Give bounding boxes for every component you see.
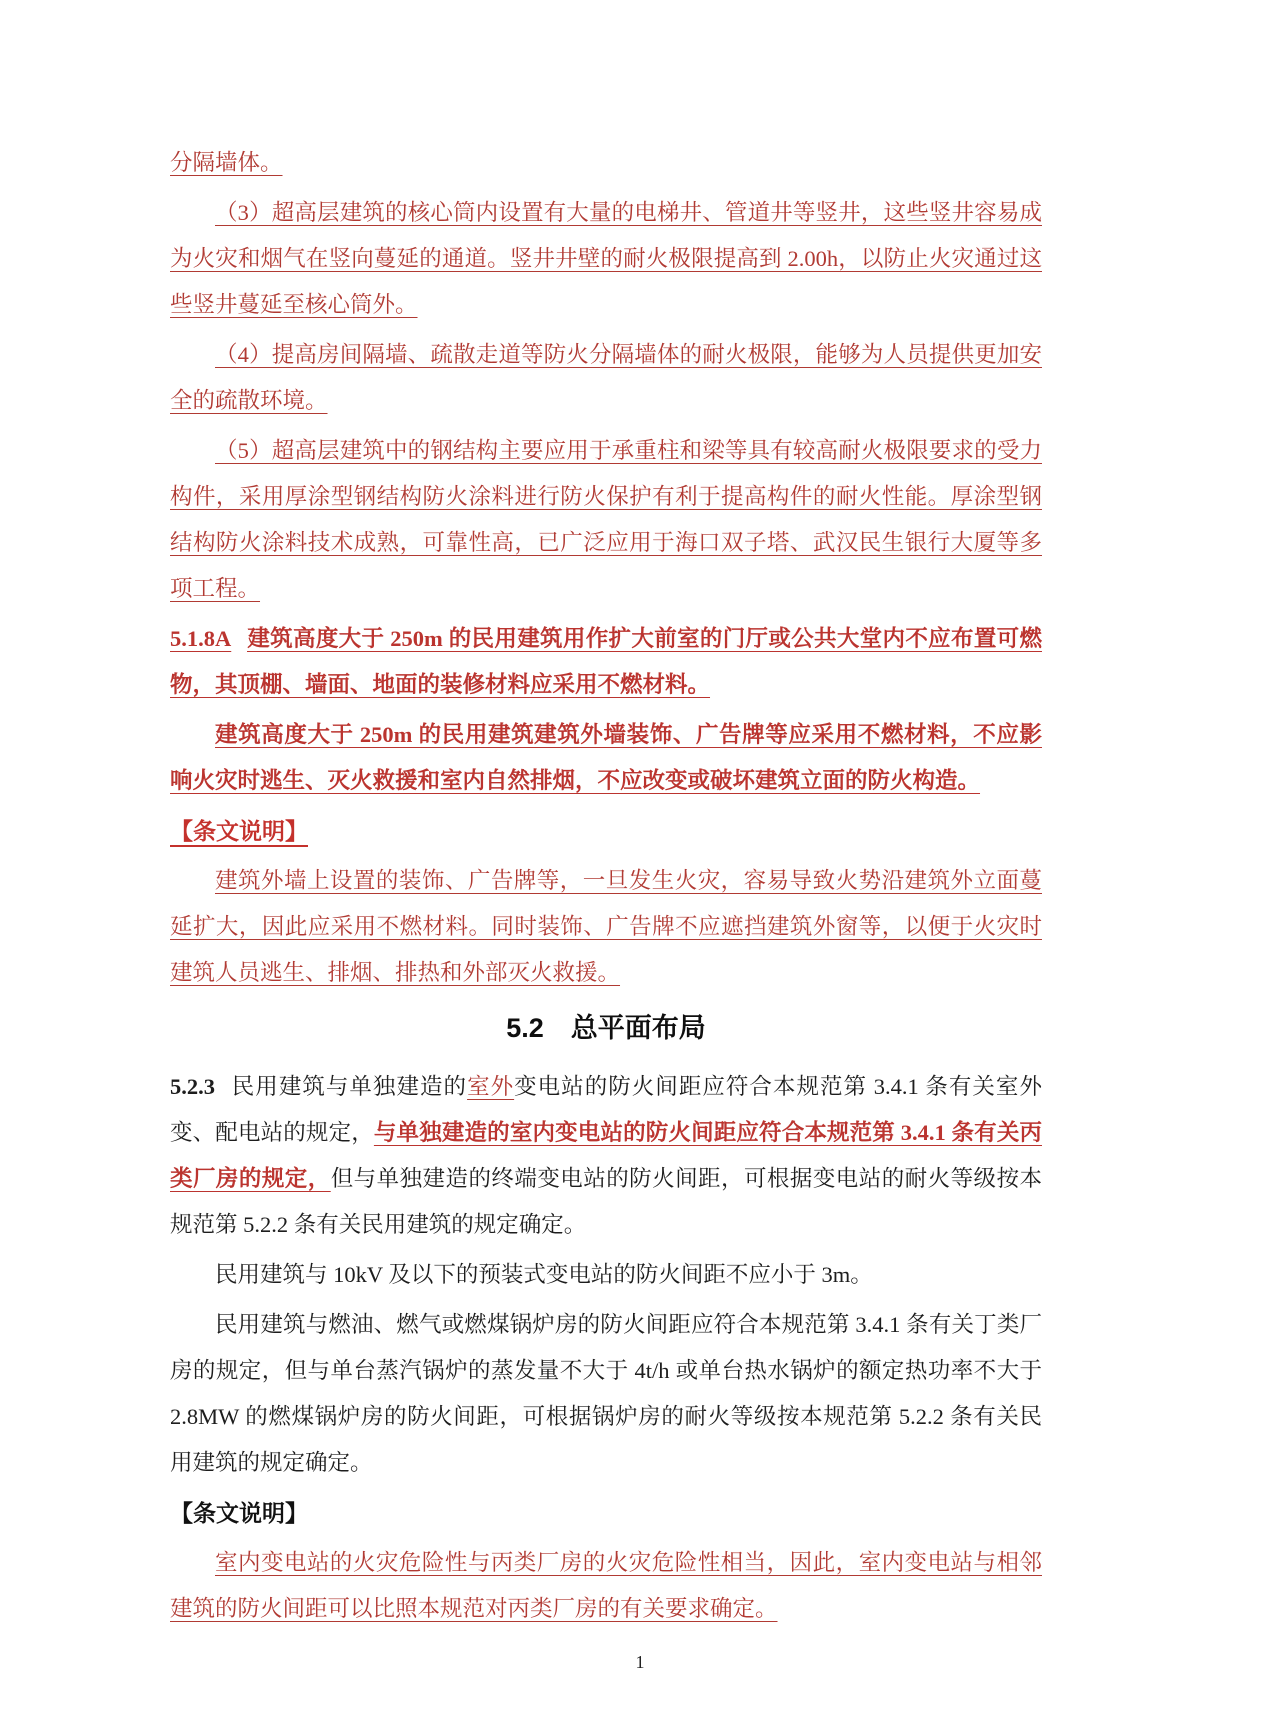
clause-5-2-3-run-red-insertion-1: 室外: [467, 1074, 515, 1099]
clause-5-1-8A-number: 5.1.8A: [170, 626, 232, 651]
para-continuation-insertion: 分隔墙体。: [170, 150, 283, 175]
clause-5-2-3-run-black-1: 民用建筑与单独建造的: [230, 1074, 468, 1099]
explain-label-5-2-3: 【条文说明】: [170, 1500, 308, 1526]
clause-5-1-8A-para-2: 建筑高度大于 250m 的民用建筑建筑外墙装饰、广告牌等应采用不燃材料，不应影响火灾时逃生、灭火救援和室内自然排烟，不应改变或破坏建筑立面的防火构造。: [170, 722, 1042, 793]
explain-text-5-2-3: 室内变电站的火灾危险性与丙类厂房的火灾危险性相当，因此，室内变电站与相邻建筑的防火间距可以比照本规范对丙类厂房的有关要求确定。: [170, 1550, 1042, 1621]
clause-5-2-3: [170, 1064, 1042, 1248]
para-explain-item-5: （5）超高层建筑中的钢结构主要应用于承重柱和梁等具有较高耐火极限要求的受力构件，采用厚涂型钢结构防火涂料进行防火保护有利于提高构件的耐火性能。厚涂型钢结构防火涂料技术成熟，可靠性高，已广泛应用于海口双子塔、武汉民生银行大厦等多项工程。: [170, 438, 1042, 601]
para-10kv-substation: 民用建筑与 10kV 及以下的预装式变电站的防火间距不应小于 3m。: [215, 1262, 873, 1287]
clause-5-2-3-run-black-2: 变电站的防火间距应符合本规范第 3.4.1 条有关室外变、配电站的规定，: [170, 1074, 1042, 1145]
page-number: 1: [635, 1652, 645, 1672]
clause-5-2-3-number: 5.2.3: [170, 1074, 215, 1099]
para-boiler-room: 民用建筑与燃油、燃气或燃煤锅炉房的防火间距应符合本规范第 3.4.1 条有关丁类厂房的规定，但与单台蒸汽锅炉的蒸发量不大于 4t/h 或单台热水锅炉的额定热功率不大于 2.8MW 的燃煤锅炉房的防火间距，可根据锅炉房的耐火等级按本规范第 5.2.2 条有关民用建筑的规定确定。: [170, 1312, 1042, 1475]
explain-label-5-1-8A: 【条文说明】: [170, 818, 308, 844]
clause-5-2-3-run-red-insertion-2: 与单独建造的室内变电站的防火间距应符合本规范第 3.4.1 条有关丙类厂房的规定，: [170, 1120, 1042, 1191]
document-content: [170, 140, 1042, 1636]
section-5-2-heading: 5.2 总平面布局: [506, 1013, 706, 1043]
para-explain-item-3: （3）超高层建筑的核心筒内设置有大量的电梯井、管道井等竖井，这些竖井容易成为火灾和烟气在竖向蔓延的通道。竖井井壁的耐火极限提高到 2.00h，以防止火灾通过这些竖井蔓延至核心筒外。: [170, 200, 1042, 317]
explain-text-5-1-8A: 建筑外墙上设置的装饰、广告牌等，一旦发生火灾，容易导致火势沿建筑外立面蔓延扩大，因此应采用不燃材料。同时装饰、广告牌不应遮挡建筑外窗等，以便于火灾时建筑人员逃生、排烟、排热和外部灭火救援。: [170, 868, 1042, 985]
clause-5-1-8A: [170, 616, 1042, 708]
clause-5-1-8A-text: 建筑高度大于 250m 的民用建筑用作扩大前室的门厅或公共大堂内不应布置可燃物，其顶棚、墙面、地面的装修材料应采用不燃材料。: [170, 626, 1042, 697]
para-explain-item-4: （4）提高房间隔墙、疏散走道等防火分隔墙体的耐火极限，能够为人员提供更加安全的疏散环境。: [170, 342, 1042, 413]
clause-5-2-3-run-black-3: 但与单独建造的终端变电站的防火间距，可根据变电站的耐火等级按本规范第 5.2.2 条有关民用建筑的规定确定。: [170, 1166, 1042, 1237]
